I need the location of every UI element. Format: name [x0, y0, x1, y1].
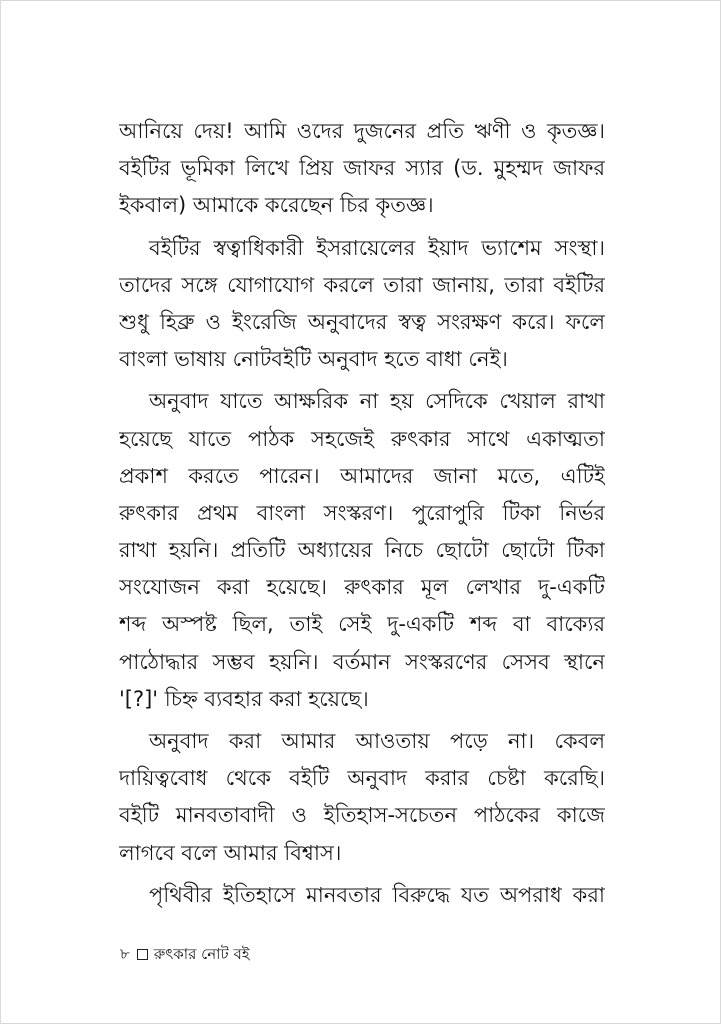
page-number: ৮ — [120, 945, 130, 963]
text-line: রুৎকার প্রথম বাংলা সংস্করণ। পুরোপুরি টিকা নির্ভর — [119, 500, 605, 525]
running-title: রুৎকার নোট বই — [153, 945, 250, 963]
paragraph-2 — [119, 230, 605, 379]
text-line: হয়েছে যাতে পাঠক সহজেই রুৎকার সাথে একাত্মতা — [119, 426, 605, 451]
text-line: বইটির স্বত্বাধিকারী ইসরায়েলের ইয়াদ ভ্যাশেম সংস্থা। — [149, 235, 605, 260]
text-line: শুধু হিব্রু ও ইংরেজি অনুবাদের স্বত্ব সংরক্ষণ করে। ফলে — [119, 309, 605, 334]
text-line: অনুবাদ যাতে আক্ষরিক না হয় সেদিকে খেয়াল রাখা — [149, 389, 605, 414]
page-text — [119, 113, 605, 914]
paragraph-5 — [119, 877, 605, 914]
text-line: তাদের সঙ্গে যোগাযোগ করলে তারা জানায়, তারা বইটির — [119, 272, 605, 297]
text-line: পৃথিবীর ইতিহাসে মানবতার বিরুদ্ধে যত অপরাধ করা — [149, 882, 605, 907]
text-line: '[?]' চিহ্ন ব্যবহার করা হয়েছে। — [119, 686, 369, 711]
page-footer — [120, 944, 250, 964]
text-line: দায়িত্ববোধ থেকে বইটি অনুবাদ করার চেষ্টা করেছি। — [119, 766, 605, 791]
text-line: আনিয়ে দেয়! আমি ওদের দুজনের প্রতি ঋণী ও কৃতজ্ঞ। — [119, 119, 605, 143]
paragraph-3 — [119, 383, 605, 718]
text-line: প্রকাশ করতে পারেন। আমাদের জানা মতে, এটিই — [119, 463, 605, 488]
text-line: শব্দ অস্পষ্ট ছিল, তাই সেই দু-একটি শব্দ বা বাক্যের — [119, 612, 605, 637]
text-line: বাংলা ভাষায় নোটবইটি অনুবাদ হতে বাধা নেই। — [119, 347, 508, 372]
text-line: রাখা হয়নি। প্রতিটি অধ্যায়ের নিচে ছোটো ছোটো টিকা — [119, 538, 605, 563]
text-line: সংযোজন করা হয়েছে। রুৎকার মূল লেখার দু-একটি — [119, 575, 605, 600]
text-line: বইটি মানবতাবাদী ও ইতিহাস-সচেতন পাঠকের কাজে — [119, 803, 605, 828]
text-line: বইটির ভূমিকা লিখে প্রিয় জাফর স্যার (ড. মুহম্মদ জাফর — [119, 156, 605, 181]
paragraph-1 — [119, 113, 605, 225]
paragraph-4 — [119, 723, 605, 872]
text-line: অনুবাদ করা আমার আওতায় পড়ে না। কেবল — [149, 729, 605, 753]
text-line: পাঠোদ্ধার সম্ভব হয়নি। বর্তমান সংস্করণের সেসব স্থানে — [119, 649, 605, 674]
square-separator-icon — [137, 949, 148, 960]
text-line: ইকবাল) আমাকে করেছেন চির কৃতজ্ঞ। — [119, 193, 434, 218]
text-line: লাগবে বলে আমার বিশ্বাস। — [119, 840, 342, 865]
